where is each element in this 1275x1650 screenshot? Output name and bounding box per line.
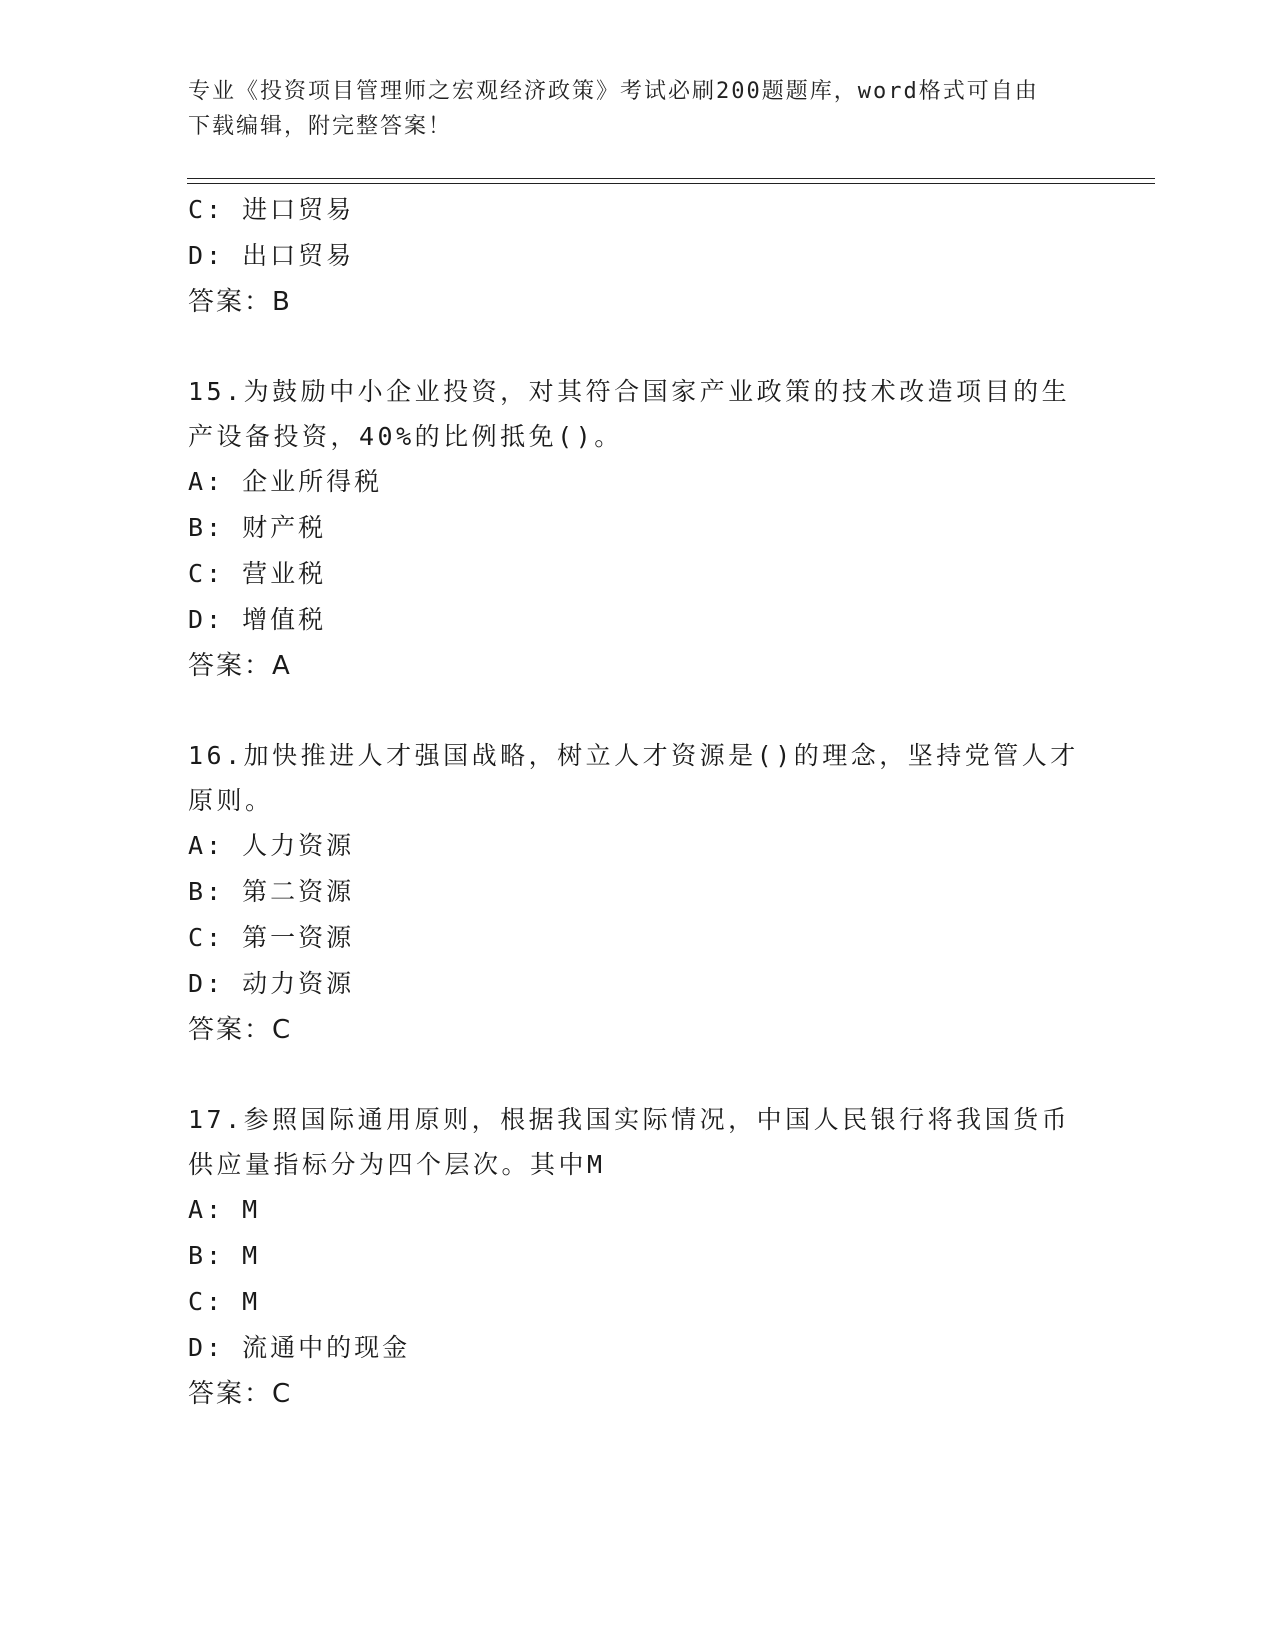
option-b: B: 财产税 <box>188 513 327 542</box>
question-block-15 <box>188 369 1088 689</box>
header-rule-top <box>187 178 1155 179</box>
option-a: A: M <box>188 1195 261 1224</box>
option-c: C: 营业税 <box>188 559 327 588</box>
option-c: C: 进口贸易 <box>188 195 355 224</box>
answer-line: 答案：C <box>188 1379 293 1409</box>
option-d: D: 出口贸易 <box>188 241 355 270</box>
option-d: D: 流通中的现金 <box>188 1333 411 1362</box>
question-line: 17.参照国际通用原则，根据我国实际情况，中国人民银行将我国货币 <box>188 1105 1071 1134</box>
question-block-16 <box>188 733 1088 1053</box>
question-line: 产设备投资，40%的比例抵免()。 <box>188 422 623 451</box>
question-text <box>188 369 1071 459</box>
option-b: B: 第二资源 <box>188 877 355 906</box>
document-header <box>188 74 1088 144</box>
header-line-1: 专业《投资项目管理师之宏观经济政策》考试必刷200题题库，word格式可自由 <box>188 79 1039 104</box>
question-line: 15.为鼓励中小企业投资，对其符合国家产业政策的技术改造项目的生 <box>188 377 1071 406</box>
option-d: D: 动力资源 <box>188 969 355 998</box>
question-block-17 <box>188 1097 1088 1417</box>
header-line-2: 下载编辑，附完整答案！ <box>188 114 453 139</box>
answer-line: 答案：C <box>188 1015 293 1045</box>
question-line: 原则。 <box>188 786 274 815</box>
answer-line: 答案：B <box>188 287 292 317</box>
question-line: 供应量指标分为四个层次。其中M <box>188 1150 606 1179</box>
option-d: D: 增值税 <box>188 605 327 634</box>
option-a: A: 人力资源 <box>188 831 355 860</box>
option-c: C: M <box>188 1287 261 1316</box>
header-rule-bottom <box>187 183 1155 184</box>
question-block-continued <box>188 187 1088 325</box>
question-line: 16.加快推进人才强国战略，树立人才资源是()的理念，坚持党管人才 <box>188 741 1079 770</box>
option-b: B: M <box>188 1241 261 1270</box>
question-text <box>188 1097 1071 1187</box>
option-c: C: 第一资源 <box>188 923 355 952</box>
answer-line: 答案：A <box>188 651 292 681</box>
option-a: A: 企业所得税 <box>188 467 383 496</box>
question-text <box>188 733 1079 823</box>
question-list <box>188 187 1088 1417</box>
